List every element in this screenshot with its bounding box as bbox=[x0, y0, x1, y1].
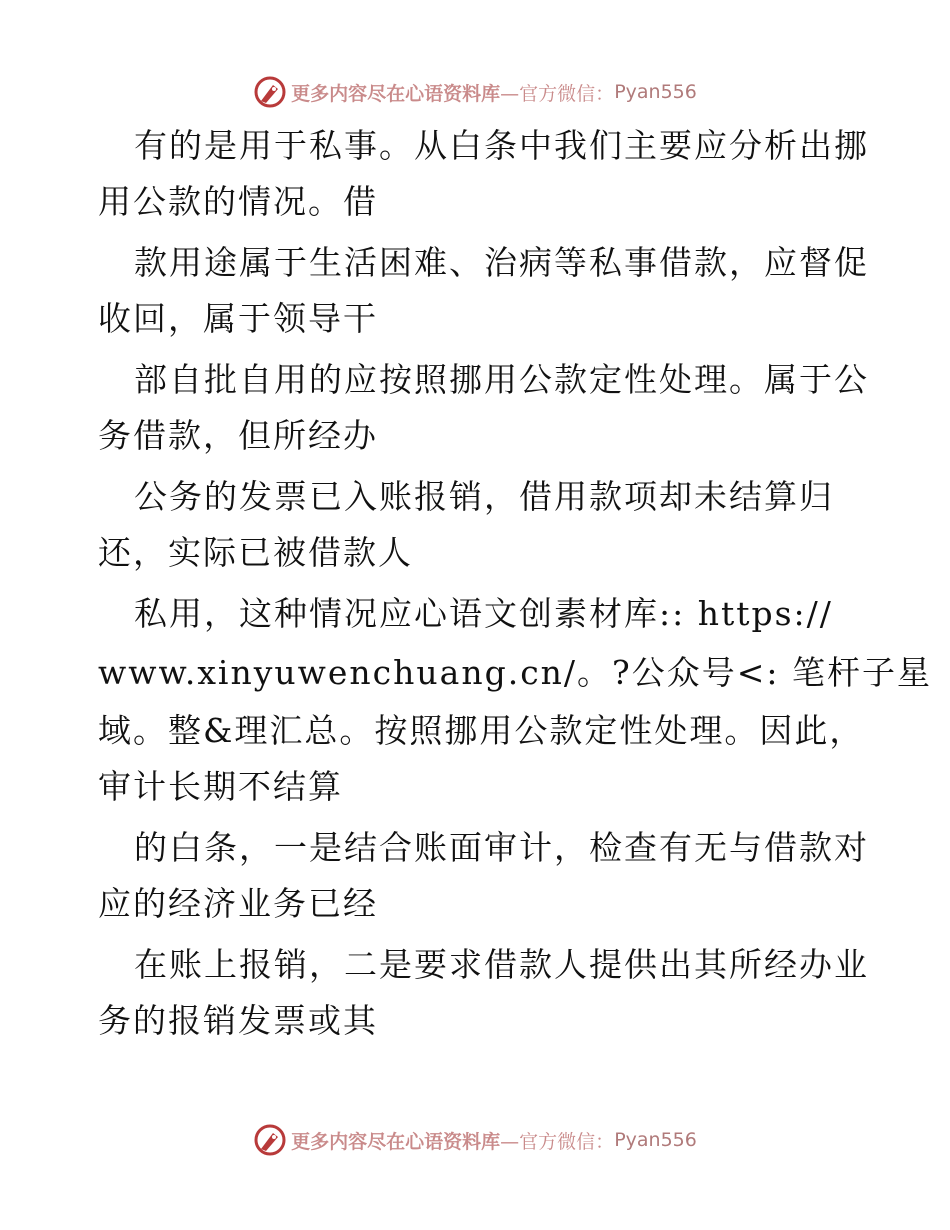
body-line: 审计长期不结算 bbox=[98, 767, 343, 806]
header-banner-wechat-id: Pyan556 bbox=[614, 81, 697, 103]
body-line: www.xinyuwenchuang.cn/。?公众号<: 笔杆子星 bbox=[98, 653, 932, 692]
body-line: 务的报销发票或其 bbox=[98, 1001, 378, 1040]
body-line: 部自批自用的应按照挪用公款定性处理。属于公 bbox=[134, 360, 869, 399]
header-banner-separator: —官方微信： bbox=[500, 82, 615, 105]
footer-banner-title: 更多内容尽在心语资料库 bbox=[291, 1130, 501, 1153]
body-line: 域。整&理汇总。按照挪用公款定性处理。因此， bbox=[98, 711, 865, 750]
pen-nib-logo-icon bbox=[253, 1123, 287, 1157]
body-line: 公务的发票已入账报销，借用款项却未结算归 bbox=[134, 477, 834, 516]
header-watermark-banner bbox=[0, 72, 950, 112]
footer-banner-wechat-id: Pyan556 bbox=[614, 1129, 697, 1151]
body-line: 务借款，但所经办 bbox=[98, 416, 378, 455]
footer-watermark-banner bbox=[0, 1120, 950, 1160]
body-line: 还，实际已被借款人 bbox=[98, 533, 413, 572]
body-line: 在账上报销，二是要求借款人提供出其所经办业 bbox=[134, 945, 869, 984]
footer-banner-separator: —官方微信： bbox=[500, 1130, 615, 1153]
body-line: 用公款的情况。借 bbox=[98, 182, 378, 221]
body-line: 款用途属于生活困难、治病等私事借款，应督促 bbox=[134, 243, 869, 282]
pen-nib-logo-icon bbox=[253, 75, 287, 109]
body-line: 有的是用于私事。从白条中我们主要应分析出挪 bbox=[134, 126, 869, 165]
header-banner-title: 更多内容尽在心语资料库 bbox=[291, 82, 501, 105]
body-line: 应的经济业务已经 bbox=[98, 884, 378, 923]
body-line: 收回，属于领导干 bbox=[98, 299, 378, 338]
body-line: 的白条，一是结合账面审计，检查有无与借款对 bbox=[134, 828, 869, 867]
body-line: 私用，这种情况应心语文创素材库:: https:// bbox=[134, 594, 833, 633]
